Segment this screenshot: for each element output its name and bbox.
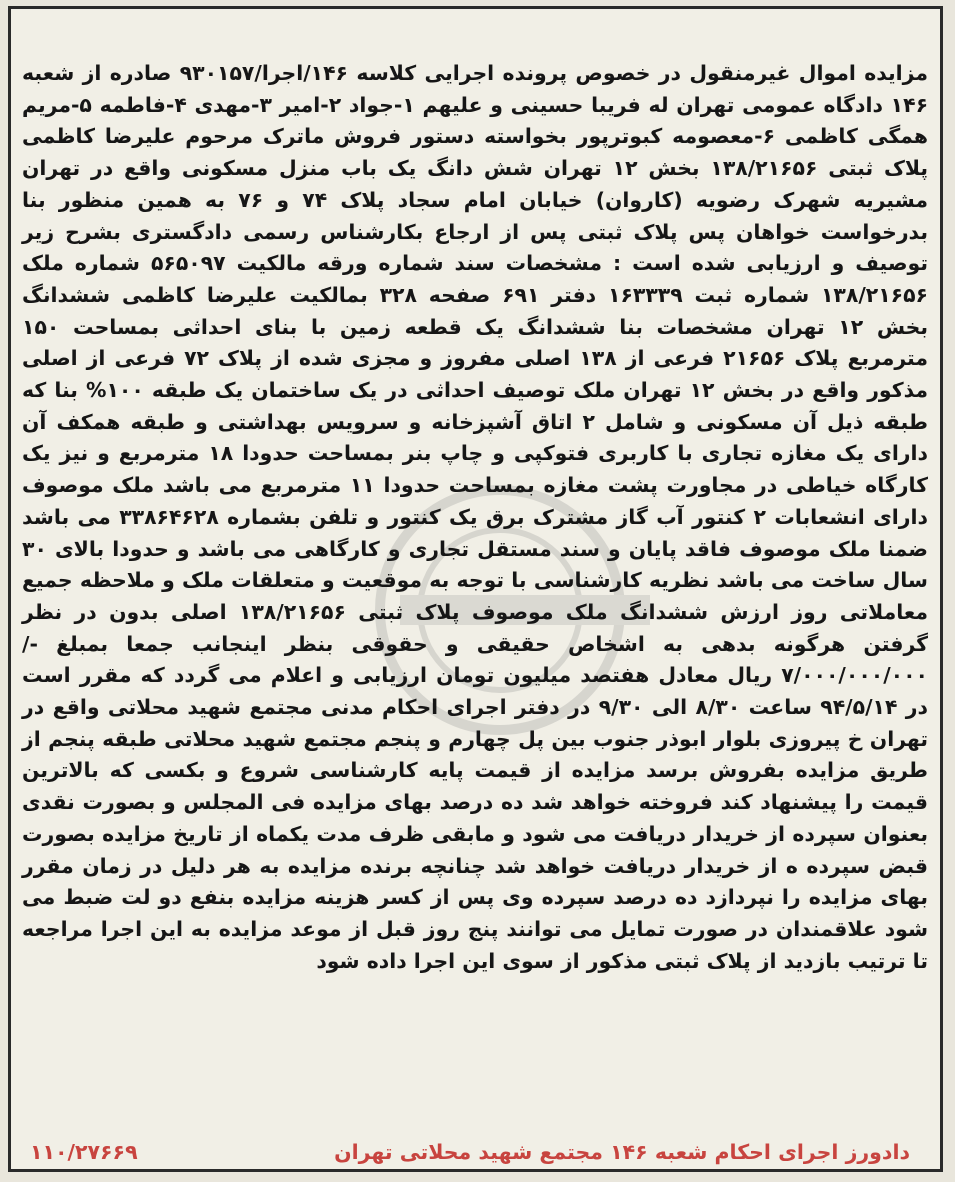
auction-notice bbox=[22, 58, 928, 977]
notice-body: مزایده اموال غیرمنقول در خصوص پرونده اجرایی کلاسه ۱۴۶/اجرا/۹۳۰۱۵۷ صادره از شعبه ۱۴۶ دادگاه عمومی تهران له فریبا حسینی و علیهم ۱-جواد ۲-امیر ۳-مهدی ۴-فاطمه ۵-مریم همگی کاظمی ۶-معصومه کبوترپور بخواسته دستور فروش ماترک مرحوم علیرضا کاظمی پلاک ثبتی ۱۳۸/۲۱۶۵۶ بخش ۱۲ تهران شش دانگ یک باب منزل مسکونی واقع در تهران مشیریه شهرک رضویه (کاروان) خیابان امام سجاد پلاک ۷۴ و ۷۶ به همین منظور بنا بدرخواست خواهان پس پلاک ثبتی پس از ارجاع بکارشناس رسمی دادگستری بشرح زیر توصیف و ارزیابی شده است : مشخصات سند شماره ورقه مالکیت ۵۶۵۰۹۷ شماره ملک ۱۳۸/۲۱۶۵۶ شماره ثبت ۱۶۳۳۳۹ دفتر ۶۹۱ صفحه ۳۲۸ بمالکیت علیرضا کاظمی ششدانگ بخش ۱۲ تهران مشخصات بنا ششدانگ یک قطعه زمین با بنای احداثی بمساحت ۱۵۰ مترمربع پلاک ۲۱۶۵۶ فرعی از ۱۳۸ اصلی مفروز و مجزی شده از پلاک ۷۲ فرعی از اصلی مذکور واقع در بخش ۱۲ تهران ملک توصیف احداثی در یک ساختمان یک طبقه ۱۰۰% بنا که طبقه ذیل آن مسکونی و شامل ۲ اتاق آشپزخانه و سرویس بهداشتی و طبقه همکف آن دارای یک مغازه تجاری با کاربری فتوکپی و چاپ بنر بمساحت حدودا ۱۸ مترمربع و نیز یک کارگاه خیاطی در مجاورت پشت مغازه بمساحت حدودا ۱۱ مترمربع می باشد ملک موصوف دارای انشعابات ۲ کنتور آب گاز مشترک برق یک کنتور و تلفن بشماره ۳۳۸۶۴۶۲۸ می باشد ضمنا ملک موصوف فاقد پایان و سند مستقل تجاری و کارگاهی می باشد و حدودا بالای ۳۰ سال ساخت می باشد نظریه کارشناسی با توجه به موقعیت و متعلقات ملک و ملاحظه جمیع معاملاتی روز ارزش ششدانگ ملک موصوف پلاک ثبتی ۱۳۸/۲۱۶۵۶ اصلی بدون در نظر گرفتن هرگونه بدهی به اشخاص حقیقی و حقوقی بنظر اینجانب جمعا بمبلغ -/۷/۰۰۰/۰۰۰/۰۰۰ ریال معادل هفتصد میلیون تومان ارزیابی و اعلام می گردد که مقرر است در ۹۴/۵/۱۴ ساعت ۸/۳۰ الی ۹/۳۰ در دفتر اجرای احکام مدنی مجتمع شهید محلاتی واقع در تهران خ پیروزی بلوار ابوذر جنوب بین پل چهارم و پنجم مجتمع شهید محلاتی طبقه پنجم از طریق مزایده بفروش برسد مزایده از قیمت پایه کارشناسی شروع و بکسی که بالاترین قیمت را پیشنهاد کند فروخته خواهد شد ده درصد بهای مزایده فی المجلس و بصورت نقدی بعنوان سپرده از خریدار دریافت می شود و مابقی ظرف مدت یکماه از تاریخ مزایده بصورت قبض سپرده ه از خریدار دریافت خواهد شد چنانچه برنده مزایده به هر دلیل در زمان مقرر بهای مزایده را نپردازد ده درصد سپرده وی پس از کسر هزینه مزایده بنفع دو لت ضبط می شود علاقمندان در صورت تمایل می توانند پنج روز قبل از موعد مزایده به این اجرا مراجعه تا ترتیب بازدید از پلاک ثبتی مذکور از سوی این اجرا داده شود bbox=[22, 61, 929, 973]
notice-code: ۱۱۰/۲۷۶۶۹ bbox=[30, 1140, 138, 1164]
signature-line: دادورز اجرای احکام شعبه ۱۴۶ مجتمع شهید محلاتی تهران bbox=[334, 1140, 910, 1164]
notice-footer bbox=[30, 1140, 910, 1164]
